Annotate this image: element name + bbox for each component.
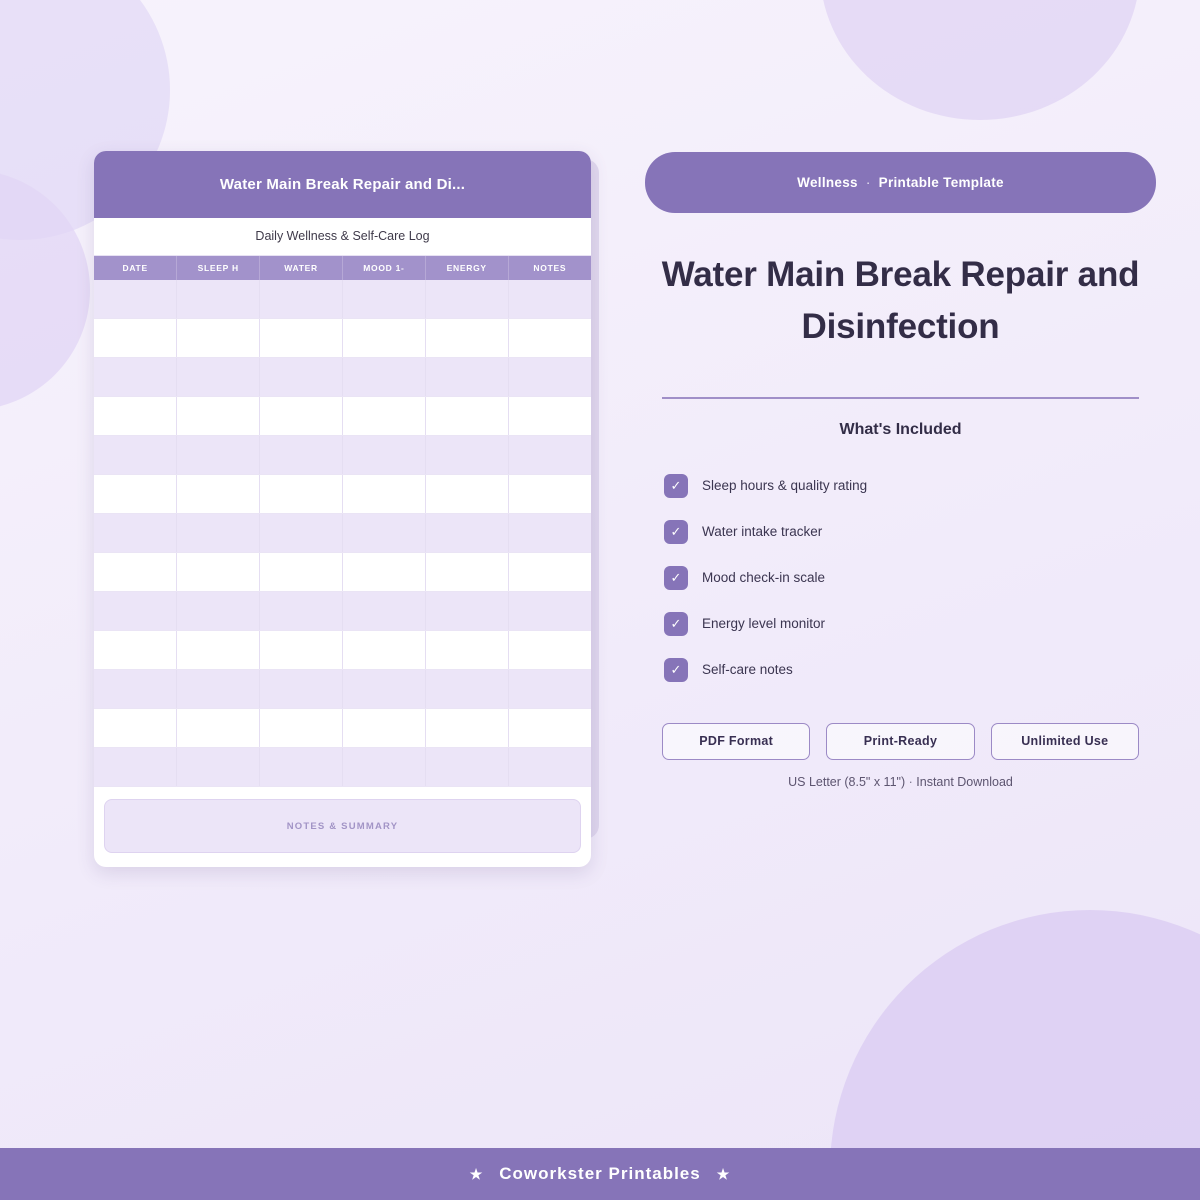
table-cell-blank[interactable]	[177, 319, 260, 358]
table-row	[94, 397, 591, 436]
brand-label: Coworkster Printables	[499, 1164, 701, 1183]
table-cell-blank[interactable]	[177, 358, 260, 397]
table-cell-blank[interactable]	[177, 436, 260, 475]
table-cell-blank[interactable]	[94, 670, 177, 709]
table-cell-blank[interactable]	[508, 709, 591, 748]
sheet	[94, 151, 591, 867]
footer-bar	[0, 1148, 1200, 1200]
table-cell-blank[interactable]	[260, 592, 343, 631]
badge-row	[662, 723, 1139, 760]
template-kind-label: Printable Template	[878, 175, 1004, 190]
notes-summary-label: NOTES & SUMMARY	[286, 820, 399, 832]
feature-item	[664, 647, 1156, 693]
sheet-title: Water Main Break Repair and Di...	[94, 151, 591, 218]
table-cell-blank[interactable]	[425, 436, 508, 475]
table-cell-blank[interactable]	[425, 748, 508, 787]
table-cell-blank[interactable]	[94, 553, 177, 592]
table-cell-blank[interactable]	[342, 475, 425, 514]
table-row	[94, 358, 591, 397]
table-cell-blank[interactable]	[260, 553, 343, 592]
meta-separator: ·	[908, 774, 913, 789]
table-cell-blank[interactable]	[177, 553, 260, 592]
table-header-row	[94, 256, 591, 280]
table-cell-blank[interactable]	[260, 748, 343, 787]
column-header-energy: ENERGY	[425, 256, 508, 280]
table-cell-blank[interactable]	[94, 709, 177, 748]
table-cell-blank[interactable]	[425, 358, 508, 397]
table-cell-blank[interactable]	[425, 670, 508, 709]
feature-label: Self-care notes	[702, 662, 793, 678]
table-cell-blank[interactable]	[508, 436, 591, 475]
delivery-label: Instant Download	[916, 774, 1013, 789]
table-cell-blank[interactable]	[177, 748, 260, 787]
table-cell-blank[interactable]	[94, 436, 177, 475]
category-pill	[645, 152, 1156, 213]
table-cell-blank[interactable]	[177, 280, 260, 319]
table-row	[94, 670, 591, 709]
table-body	[94, 280, 591, 787]
table-cell-blank[interactable]	[342, 280, 425, 319]
table-cell-blank[interactable]	[94, 514, 177, 553]
table-cell-blank[interactable]	[342, 397, 425, 436]
table-cell-blank[interactable]	[94, 631, 177, 670]
table-cell-blank[interactable]	[508, 514, 591, 553]
page-title: Water Main Break Repair and Disinfection	[661, 255, 1140, 346]
star-icon-right: ★	[716, 1165, 731, 1182]
table-cell-blank[interactable]	[342, 358, 425, 397]
table-cell-blank[interactable]	[425, 280, 508, 319]
table-cell-blank[interactable]	[425, 397, 508, 436]
table-cell-blank[interactable]	[508, 592, 591, 631]
table-cell-blank[interactable]	[177, 709, 260, 748]
feature-list	[645, 463, 1156, 693]
table-cell-blank[interactable]	[425, 592, 508, 631]
table-cell-blank[interactable]	[260, 514, 343, 553]
feature-label: Water intake tracker	[702, 524, 823, 540]
table-cell-blank[interactable]	[508, 319, 591, 358]
log-table	[94, 256, 591, 787]
table-cell-blank[interactable]	[342, 709, 425, 748]
table-cell-blank[interactable]	[177, 592, 260, 631]
badge-unlimited-use[interactable]: Unlimited Use	[991, 723, 1139, 760]
table-cell-blank[interactable]	[508, 748, 591, 787]
column-header-mood: MOOD 1-	[342, 256, 425, 280]
table-row	[94, 709, 591, 748]
check-icon: ✓	[664, 520, 688, 544]
table-cell-blank[interactable]	[342, 748, 425, 787]
check-icon: ✓	[664, 566, 688, 590]
column-header-notes: NOTES	[508, 256, 591, 280]
table-cell-blank[interactable]	[260, 670, 343, 709]
feature-label: Sleep hours & quality rating	[702, 478, 868, 494]
table-cell-blank[interactable]	[177, 475, 260, 514]
table-cell-blank[interactable]	[508, 631, 591, 670]
pill-separator: ·	[865, 175, 871, 190]
table-cell-blank[interactable]	[177, 397, 260, 436]
whats-included-heading: What's Included	[839, 420, 962, 438]
table-cell-blank[interactable]	[508, 280, 591, 319]
table-row	[94, 319, 591, 358]
sheet-subtitle: Daily Wellness & Self-Care Log	[94, 218, 591, 256]
table-cell-blank[interactable]	[260, 280, 343, 319]
details-column	[645, 152, 1156, 789]
printable-preview	[94, 151, 591, 867]
table-cell-blank[interactable]	[260, 631, 343, 670]
check-icon: ✓	[664, 474, 688, 498]
table-cell-blank[interactable]	[425, 319, 508, 358]
feature-item	[664, 555, 1156, 601]
table-cell-blank[interactable]	[342, 319, 425, 358]
table-cell-blank[interactable]	[177, 631, 260, 670]
table-row	[94, 748, 591, 787]
divider	[662, 397, 1139, 399]
column-header-water: WATER	[260, 256, 343, 280]
table-cell-blank[interactable]	[260, 358, 343, 397]
table-row	[94, 475, 591, 514]
table-cell-blank[interactable]	[508, 475, 591, 514]
table-cell-blank[interactable]	[425, 709, 508, 748]
table-cell-blank[interactable]	[94, 748, 177, 787]
table-cell-blank[interactable]	[94, 358, 177, 397]
table-cell-blank[interactable]	[94, 280, 177, 319]
column-header-date: DATE	[94, 256, 177, 280]
table-cell-blank[interactable]	[260, 436, 343, 475]
table-cell-blank[interactable]	[177, 514, 260, 553]
category-label: Wellness	[797, 175, 858, 190]
feature-item	[664, 601, 1156, 647]
table-row	[94, 631, 591, 670]
table-row	[94, 436, 591, 475]
paper-size-label: US Letter (8.5" x 11")	[788, 774, 906, 789]
table-cell-blank[interactable]	[260, 475, 343, 514]
table-cell-blank[interactable]	[425, 514, 508, 553]
check-icon: ✓	[664, 612, 688, 636]
column-header-sleep: SLEEP H	[177, 256, 260, 280]
decorative-circle-top-right	[820, 0, 1140, 120]
table-row	[94, 280, 591, 319]
table-cell-blank[interactable]	[260, 397, 343, 436]
table-row	[94, 514, 591, 553]
table-cell-blank[interactable]	[260, 319, 343, 358]
table-cell-blank[interactable]	[342, 670, 425, 709]
feature-label: Energy level monitor	[702, 616, 826, 632]
table-cell-blank[interactable]	[177, 670, 260, 709]
table-cell-blank[interactable]	[508, 670, 591, 709]
table-cell-blank[interactable]	[425, 475, 508, 514]
table-cell-blank[interactable]	[342, 553, 425, 592]
table-cell-blank[interactable]	[342, 631, 425, 670]
table-cell-blank[interactable]	[508, 553, 591, 592]
table-cell-blank[interactable]	[342, 436, 425, 475]
table-cell-blank[interactable]	[425, 553, 508, 592]
table-cell-blank[interactable]	[94, 397, 177, 436]
notes-summary-box	[104, 799, 581, 853]
badge-print-ready[interactable]: Print-Ready	[826, 723, 974, 760]
feature-item	[664, 463, 1156, 509]
badge-pdf-format[interactable]: PDF Format	[662, 723, 810, 760]
table-cell-blank[interactable]	[425, 631, 508, 670]
table-cell-blank[interactable]	[508, 397, 591, 436]
table-cell-blank[interactable]	[94, 319, 177, 358]
check-icon: ✓	[664, 658, 688, 682]
meta-line	[645, 775, 1156, 789]
table-row	[94, 553, 591, 592]
feature-item	[664, 509, 1156, 555]
table-row	[94, 592, 591, 631]
star-icon-left: ★	[469, 1165, 484, 1182]
table-cell-blank[interactable]	[94, 475, 177, 514]
table-cell-blank[interactable]	[94, 592, 177, 631]
table-cell-blank[interactable]	[260, 709, 343, 748]
table-cell-blank[interactable]	[342, 592, 425, 631]
table-cell-blank[interactable]	[342, 514, 425, 553]
feature-label: Mood check-in scale	[702, 570, 826, 586]
table-cell-blank[interactable]	[508, 358, 591, 397]
